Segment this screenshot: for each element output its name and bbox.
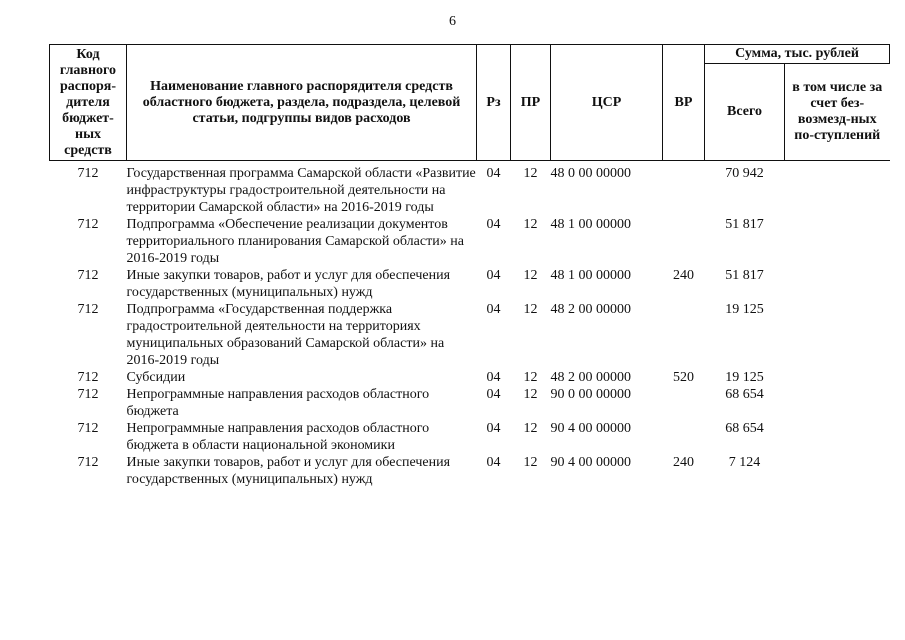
row-code: 712 <box>77 421 99 436</box>
header-other: в том числе за счет без-возмезд-ных по-ступлений <box>785 64 890 161</box>
row-other <box>785 369 890 386</box>
row-pr: 12 <box>523 268 538 283</box>
row-name: Подпрограмма «Обеспечение реализации документов территориального планирования Самарской области» на 2016-2019 годы <box>126 217 464 266</box>
row-vr <box>663 420 705 454</box>
row-other <box>785 216 890 267</box>
row-name: Непрограммные направления расходов областного бюджета в области национальной экономики <box>126 421 430 453</box>
header-sum: Сумма, тыс. рублей <box>705 45 890 64</box>
row-vr: 520 <box>673 370 694 385</box>
row-pr: 12 <box>523 217 538 232</box>
row-name: Иные закупки товаров, работ и услуг для обеспечения государственных (муниципальных) нужд <box>126 455 451 487</box>
header-rz: Рз <box>477 45 511 161</box>
row-pr: 12 <box>523 455 538 470</box>
table-row <box>50 216 890 267</box>
row-code: 712 <box>77 268 99 283</box>
row-total: 68 654 <box>725 387 764 402</box>
table-header <box>50 45 890 161</box>
row-csr: 90 4 00 00000 <box>550 455 631 470</box>
header-code: Код главного распоря-дителя бюджет-ных средств <box>50 45 127 161</box>
row-pr: 12 <box>523 421 538 436</box>
row-rz: 04 <box>486 302 501 317</box>
header-csr: ЦСР <box>551 45 663 161</box>
row-name: Субсидии <box>126 370 186 385</box>
row-other <box>785 301 890 369</box>
table-row <box>50 369 890 386</box>
row-pr: 12 <box>523 387 538 402</box>
row-name: Государственная программа Самарской области «Развитие инфраструктуры градостроительной деятельности на территории Самарской области» на 2016-2019 годы <box>126 166 476 215</box>
header-total: Всего <box>705 64 785 161</box>
row-other <box>785 161 890 217</box>
row-rz: 04 <box>486 166 501 181</box>
row-csr: 48 1 00 00000 <box>550 217 631 232</box>
row-other <box>785 454 890 488</box>
row-rz: 04 <box>486 455 501 470</box>
row-total: 68 654 <box>725 421 764 436</box>
row-csr: 48 1 00 00000 <box>550 268 631 283</box>
row-vr <box>663 386 705 420</box>
header-vr: ВР <box>663 45 705 161</box>
row-name: Иные закупки товаров, работ и услуг для обеспечения государственных (муниципальных) нужд <box>126 268 451 300</box>
row-code: 712 <box>77 166 99 181</box>
budget-table <box>49 44 890 488</box>
table-row <box>50 301 890 369</box>
table-body <box>50 161 890 489</box>
header-name: Наименование главного распорядителя средств областного бюджета, раздела, подраздела, целевой статьи, подгруппы видов расходов <box>127 45 477 161</box>
row-code: 712 <box>77 387 99 402</box>
row-csr: 48 2 00 00000 <box>550 302 631 317</box>
row-total: 19 125 <box>725 302 764 317</box>
row-vr <box>663 301 705 369</box>
table-row <box>50 454 890 488</box>
row-rz: 04 <box>486 421 501 436</box>
row-pr: 12 <box>523 302 538 317</box>
row-csr: 90 0 00 00000 <box>550 387 631 402</box>
page-number: 6 <box>449 14 456 29</box>
row-total: 19 125 <box>725 370 764 385</box>
row-vr: 240 <box>673 455 694 470</box>
row-other <box>785 267 890 301</box>
row-other <box>785 386 890 420</box>
row-rz: 04 <box>486 387 501 402</box>
row-name: Подпрограмма «Государственная поддержка градостроительной деятельности на территориях муниципальных образований Самарской области» на 2016-2019 годы <box>126 302 445 368</box>
table-row <box>50 386 890 420</box>
row-other <box>785 420 890 454</box>
row-pr: 12 <box>523 166 538 181</box>
row-total: 70 942 <box>725 166 764 181</box>
row-csr: 48 2 00 00000 <box>550 370 631 385</box>
row-code: 712 <box>77 455 99 470</box>
row-code: 712 <box>77 370 99 385</box>
row-code: 712 <box>77 217 99 232</box>
table-row <box>50 267 890 301</box>
row-rz: 04 <box>486 268 501 283</box>
row-rz: 04 <box>486 370 501 385</box>
row-total: 7 124 <box>728 455 761 470</box>
row-name: Непрограммные направления расходов областного бюджета <box>126 387 430 419</box>
row-total: 51 817 <box>725 217 764 232</box>
row-csr: 48 0 00 00000 <box>550 166 631 181</box>
row-vr <box>663 216 705 267</box>
header-pr: ПР <box>511 45 551 161</box>
row-rz: 04 <box>486 217 501 232</box>
table-row <box>50 161 890 217</box>
row-pr: 12 <box>523 370 538 385</box>
row-csr: 90 4 00 00000 <box>550 421 631 436</box>
table-row <box>50 420 890 454</box>
row-vr: 240 <box>673 268 694 283</box>
row-total: 51 817 <box>725 268 764 283</box>
row-code: 712 <box>77 302 99 317</box>
row-vr <box>663 161 705 217</box>
